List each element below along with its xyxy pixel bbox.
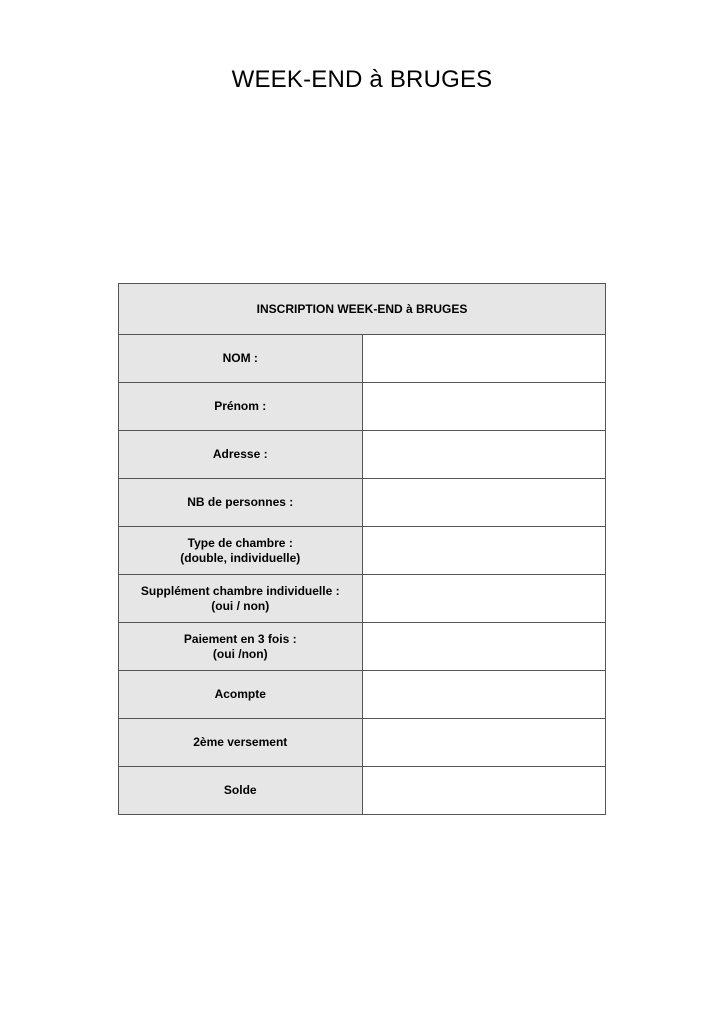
document-title: WEEK-END à BRUGES: [231, 66, 493, 93]
form-row-adresse: [119, 431, 606, 479]
form-row-supplement: [119, 575, 606, 623]
label-supplement: [119, 575, 363, 623]
label-text: Adresse :: [212, 447, 268, 461]
label-text: Supplément chambre individuelle :: [140, 583, 340, 598]
label-2eme-versement: [119, 719, 363, 767]
field-nom[interactable]: [362, 335, 606, 383]
label-text: Solde: [223, 783, 257, 797]
label-paiement: [119, 623, 363, 671]
label-hint: (oui /non): [212, 646, 268, 661]
label-adresse: [119, 431, 363, 479]
registration-form-table: [118, 283, 606, 815]
label-text: NOM :: [222, 351, 258, 365]
label-solde: [119, 767, 363, 815]
label-prenom: [119, 383, 363, 431]
form-row-2eme-versement: [119, 719, 606, 767]
field-type-chambre[interactable]: [362, 527, 606, 575]
field-prenom[interactable]: [362, 383, 606, 431]
label-nb-personnes: [119, 479, 363, 527]
label-text: Paiement en 3 fois :: [183, 631, 297, 646]
label-type-chambre: [119, 527, 363, 575]
form-row-nom: [119, 335, 606, 383]
label-nom: [119, 335, 363, 383]
label-text: 2ème versement: [193, 735, 288, 749]
form-row-nb-personnes: [119, 479, 606, 527]
form-row-type-chambre: [119, 527, 606, 575]
form-header: INSCRIPTION WEEK-END à BRUGES: [119, 284, 606, 335]
form-row-solde: [119, 767, 606, 815]
form-row-prenom: [119, 383, 606, 431]
label-text: Type de chambre :: [187, 535, 293, 550]
field-paiement[interactable]: [362, 623, 606, 671]
label-acompte: [119, 671, 363, 719]
form-row-paiement: [119, 623, 606, 671]
label-hint: (oui / non): [211, 598, 270, 613]
label-hint: (double, individuelle): [180, 550, 301, 565]
form-row-acompte: [119, 671, 606, 719]
field-nb-personnes[interactable]: [362, 479, 606, 527]
field-2eme-versement[interactable]: [362, 719, 606, 767]
label-text: Prénom :: [214, 399, 267, 413]
field-solde[interactable]: [362, 767, 606, 815]
field-supplement[interactable]: [362, 575, 606, 623]
field-adresse[interactable]: [362, 431, 606, 479]
field-acompte[interactable]: [362, 671, 606, 719]
form-header-row: [119, 284, 606, 335]
label-text: Acompte: [214, 687, 266, 701]
label-text: NB de personnes :: [187, 495, 294, 509]
